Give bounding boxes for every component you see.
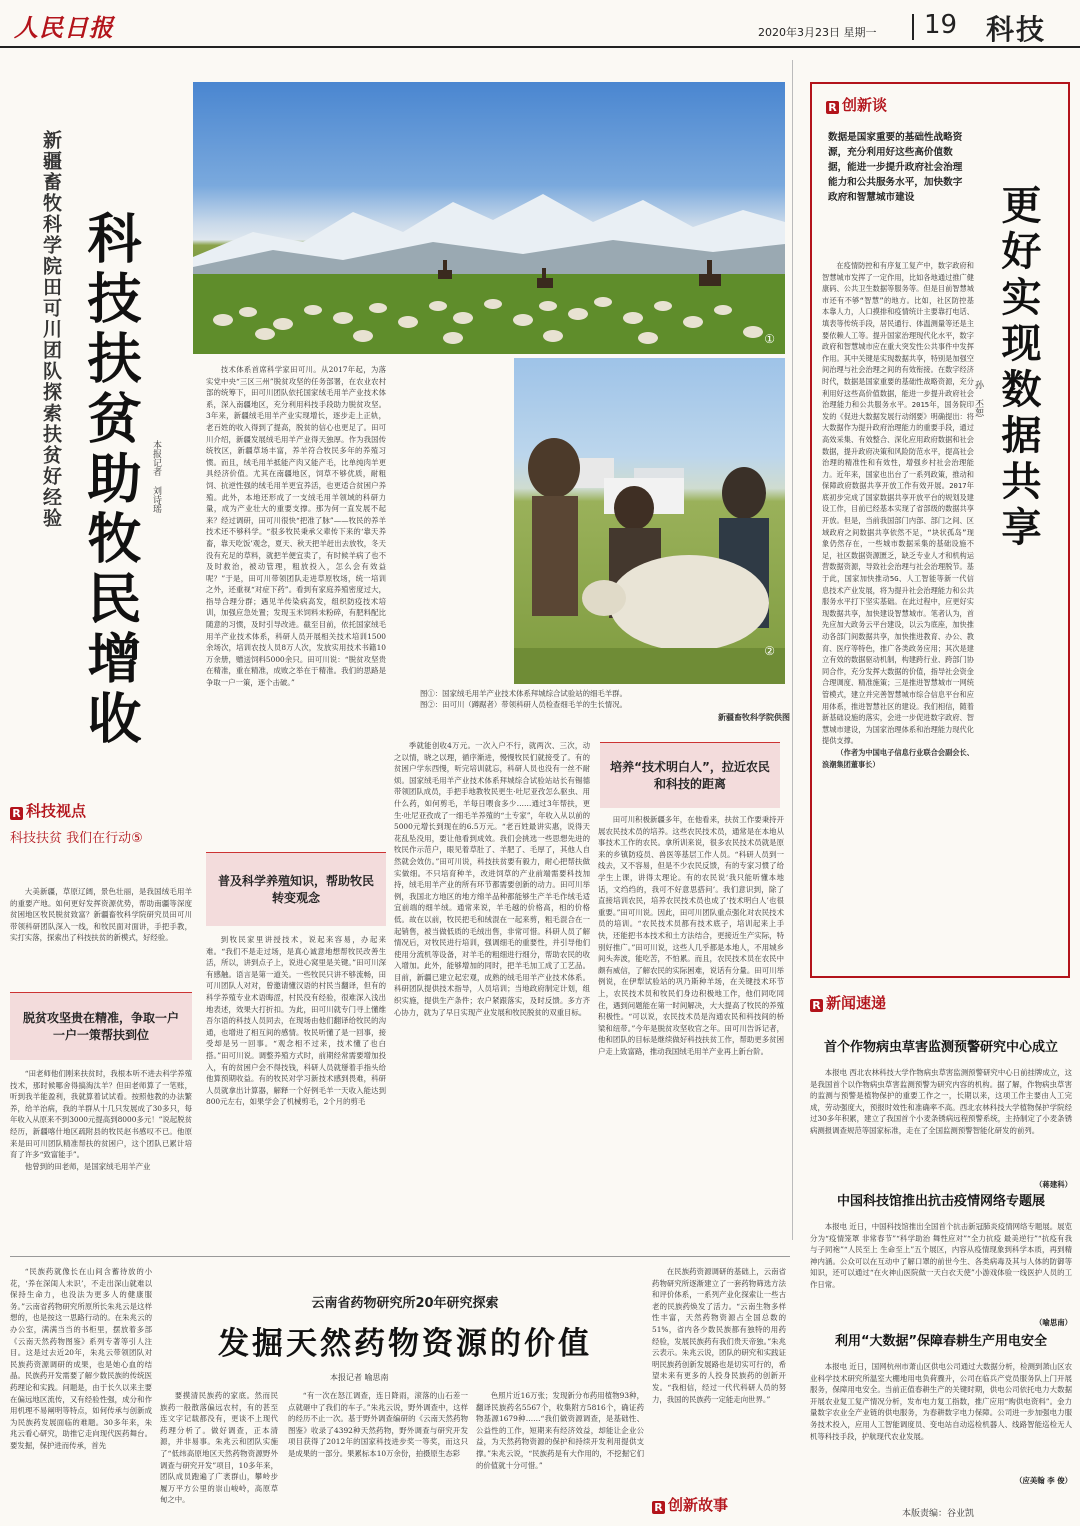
column-series: 科技扶贫 我们在行动⑤: [10, 831, 143, 846]
column-name: 科技视点: [26, 802, 87, 820]
news-logo-icon: R: [810, 999, 823, 1012]
page-number: 19: [924, 10, 958, 40]
article-byline: 本报记者 刘诗瑶: [151, 440, 161, 513]
page-editor: 本版责编：谷业凯: [902, 1509, 975, 1519]
article-lead: 大美新疆，草原辽阔，景色壮丽，是我国绒毛用羊的重要产地。如何更好发挥资源优势，帮助南疆等深度贫困地区牧民脱贫致富？新疆畜牧科学院研究员田可川带领科研团队深入一线，和牧民面对面讲，手把手教，实打实落，探索出了科技扶贫的新模式，好经验。: [10, 887, 192, 943]
news-source: （应美翰 李 俊）: [1015, 1476, 1072, 1485]
photo-caption-2: 图②：田可川（蹲踞者）带领科研人员检查细毛羊的生长情况。: [420, 700, 627, 709]
news-item: [810, 1036, 1072, 1190]
article-col5: 田可川积极新疆多年，在他看来，扶贫工作要秉持开展农民技术员的培养。这些农民技术员，通常是在本地从事技术工作的农民。拿所训来说，很多农民技术员就是原来的乡镇防疫员、兽医等基层工作人员。“科研人员到一线去，又不容易，但是不少农民反馈，有的专家习惯了给学生上课，讲得太理论。有的农民说‘我只能听懂本地话，文绉绉的，我可不好意思搭问’。我们意识到，除了直接培训农民，培养农民技术员也成了‘技术明白人’也很重要。”田可川说。因此，田可川团队重点强化对农民技术员的培训。“农民技术员都有技术底子，培训起来上手快，还能把书本技术和土方法结合，更接近生产实际，特别好推广。”田可川说，这些人几乎都是本地人，不用城乡间头奔波，能吃苦，不怕累。而且，农民技术员在农民中颇有威信，了解农民的实际困难，说话有分量。田可川举例说，在伊犁试验站的巩乃斯种羊场，在关键技术环节上，农民技术员和牧民们身边积极地工作，他们同吃同住，遇到问题能在第一时间解决，大大提高了牧民的养殖积极性。“可以说，农民技术员是沟通农民和科技间的桥梁和纽带。”今年是脱贫攻坚收官之年。田可川告诉记者，他和团队的目标是继续做好科技扶贫工作，帮助更多贫困户走上致富路，推动我国绒毛用羊产业再上新台阶。: [598, 815, 784, 1056]
subhead-3: [600, 742, 780, 808]
news-headline: 中国科技馆推出抗击疫情网络专题展: [836, 1194, 1045, 1209]
masthead-divider: [912, 14, 914, 40]
section-name: 科技: [986, 13, 1047, 46]
article-subtitle: 新疆畜牧科学院田可川团队探索扶贫好经验: [40, 130, 62, 529]
news-headline: 首个作物病虫草害监测预警研究中心成立: [823, 1040, 1058, 1055]
column-logo-icon: R: [10, 807, 23, 820]
paper-name: 人民日报: [14, 13, 114, 42]
section-divider: [10, 1256, 790, 1257]
news-item: [810, 1330, 1072, 1486]
masthead: [0, 0, 1080, 48]
news-source: （喻思南）: [1035, 1318, 1072, 1327]
subhead-1-text: 脱贫攻坚贵在精准，争取一户一户一策帮扶到位: [22, 1010, 179, 1042]
photo2-badge: ②: [764, 644, 775, 658]
news-body: 本报电 近日，国网杭州市萧山区供电公司通过大数据分析，检测到萧山区农业科学技术研究所温室大棚地用电负荷骤升，公司在临兵产党员服务队上门开展服务，保障用电安全。当前正值春耕生产的关键时期，供电公司依托电力大数据开展农业复工复产情况分析，发布电力复工指数，推广应用“购供电资料”。金力量数字农业全产业链的供电服务，为春耕数字电力保障。公司进一步加强电力服务技术投入，应用人工智能调度员、变电站自动巡检机器人、线路智能巡检无人机等科技手段，护航现代农业发展。: [810, 1362, 1072, 1441]
opinion-pullquote: 数据是国家重要的基础性战略资源，充分利用好这些高价值数据，能进一步提升政府社会治理能力和公共服务水平，加快数字政府和智慧城市建设: [828, 132, 963, 203]
opinion-logo-icon: R: [826, 101, 839, 114]
news-body: 本报电 近日，中国科技馆推出全国首个抗击新冠肺炎疫情网络专题展。展览分为“疫情笼罩 非常春节”“科学助治 舞性应对”“全力抗疫 最美逆行”“抗疫有我 与子同袍”“人民至上 生命至上”五个展区，内容从疫情现象到科学本质，再到精神内涵。公众可以在互动中了解口罩的前世今生、各类病毒及其与人体的防御等知识，还可以通过“在火神山医院做一天白衣天使”小游戏体验一线医护人员的工作日常。: [810, 1222, 1072, 1289]
article-col4: 季就能创收4万元。一次入户不行，就两次、三次，动之以情，晓之以理，循序渐进，慢慢牧民们就接受了。有的贫困户学东西慢，听完培训就忘，科研人员也没有一丝不耐烦。国家绒毛用羊产业技术体系拜城综合试验站站长有锡德带领团队成员，手把手地教牧民更生·吐尼亚孜怎么驱虫、用什么药，如何剪毛，羊每日喂食多少……通过3年帮扶，更生·吐尼亚孜成了一细毛羊养殖的“土专家”，年收入从以前的5000元增长到现在的6.5万元。“老百姓最讲实惠，说得天花乱坠没用，要让他看到成效。我们会挑选一些思想先进的牧民作示范户，眼见着草肚了、羊肥了、毛厚了，其他人自然就会效仿。”田可川说，科技扶贫要有毅力，耐心把帮扶做实做细。不只培育种羊，改进饲草的产业前端需要科技加持，绒毛用羊产业的所有环节都需要创新的动力。田可川举例，我国北方地区的地方绵羊品种都能够生产羊毛作绒毛适宜前端的细羊绒。通常来说，羊毛越的价格高，相的价格低。故在以前，牧民把毛和绒混在一起来剪，粗毛混合在一起销售，被当做低质的毛绒出售，非常可惜。科研人员了解情况后，对牧民进行培训，强调细毛的重要性，并引导他们使用分流机等设备，对羊毛的粗细进行细分，帮助农民的收入增加。此外，能够增加的同时，把羊毛加工成了工艺品。目前，新疆已建立起宏观，成熟的绒毛用羊产业技术体系。科研团队提供技术指导，人员培训；当地政府制定计划，组织实施，提供生产条件；农户紧跟落实，及时反馈。多方齐心协力，就为了早日实现产业发展和牧民脱贫的双重目标。: [394, 741, 590, 1017]
photo-caption-1: 图①：国家绒毛用羊产业技术体系拜城综合试验站的细毛羊群。: [420, 689, 627, 698]
subhead-3-text: 培养“技术明白人”，拉近农民和科技的距离: [610, 759, 770, 791]
yunnan-col1: “民族药就像长在山间含蓄待放的小花，‘养在深闺人未识’，不走出深山就难以保持生命力，也没法为更多人的健康服务。”云南省药物研究所原所长朱兆云是这样想的，也是按这一思路行动的。在朱兆云的办公室，满满当当的书柜里，摆放着多部《云南天然药物图鉴》系列专著等引人注目。这是过去近20年，朱兆云带领团队对民族药资源调研的成果，也是她心血的结晶。民族药开发需要了解少数民族的传统医药理论和实践。问题是，由于长久以来主要在偏远地区流传，又有经验性强，成分和作用机理不易阐明等特点，如何传承与创新成为民族药发展面临的难题。30多年来，朱兆云看心研究，助推它走向现代医药舞台。要发掘，保护进而传承，首先: [10, 1267, 152, 1450]
photo-grassland: [193, 82, 785, 354]
photo-credit: 新疆畜牧科学院供图: [718, 713, 790, 722]
yunnan-logo-icon: R: [652, 1501, 665, 1514]
article-col2: 技术体系首席科学家田可川。从2017年起，为落实党中央“三区三州”脱贫攻坚的任务部署，在农业农村部的统筹下，田可川团队依托国家绒毛用羊产业技术体系，深入南疆地区，充分利用科技手段助力脱贫攻坚。3年来，新疆绒毛用羊产业实现增长，逐步走上正轨，老百姓的收入得到了提高，脱贫的信心也更足了。田可川介绍，新疆发展绒毛用羊产业得天独厚。作为我国传统牧区，新疆草场丰富，养羊符合牧民多年的养殖习惯。而且，绒毛用羊抵能产肉又能产毛，比单纯肉羊更具经济价值。尤其在南疆地区，饲草不够优质，耐粗饲、抗逆性强的绒毛用羊更宜养活，也更适合贫困户养殖。此外，本地还形成了一支绒毛用羊领域的科研力量，成为产业壮大的重要支撑。那为何一直发展不起来？经过调研，田可川很快“把准了脉”——牧民的养羊技术还不够科学。“很多牧民秉承父辈传下来的‘靠天养畜，靠天吃饭’观念，夏天、秋天把羊赶出去放牧，冬天没有充足的草料，就把羊便宜卖了，有时候羊病了也不及时救治，被动管理，粗放投入，怎么会有效益呢？”于是，田可川带领团队走进草原牧场，统一培训之外，还重视“对症下药”。看到有家庭养殖密度过大，指导合理分群；遇见羊传染病高发，组织防疫技术培训，加强应急处置；发现玉米饲料未粉碎，有肥料配比随意的习惯，及时引导改进。截至目前，依托国家绒毛用羊产业技术体系，科研人员开展相关技术培训1500余场次，培训农技人员8万人次，发放实用技术书籍10万余册，赠送饲料5000余只。田可川说：“脱贫攻坚贵在精准，重在精准，成败之举在于精准。我们的思路是争取一户一策，逐个击破。”: [206, 365, 386, 688]
opinion-column-name: 创新谈: [842, 96, 888, 114]
news-item: [810, 1190, 1072, 1328]
opinion-title: 更好实现数据共享: [995, 184, 1041, 552]
article-col1: “田老师他们刚来扶贫时，我根本听不进去科学养殖技术，那时候哪舍得搞淘汰羊？但田老师算了一笔账，听到我羊能盈利，我就算着试试看。按照他教的办法繁养，给羊治病，我的羊群从十几只发展成了30多只，每年收入从原来不到3000元提高到8000多元！”说起脱贫经历，新疆喀什地区疏附县的牧民赵书感叹不已。他原来是田可川团队精准帮扶的贫困户，这个团队已累计培育了许多“致富能手”。 他曾到的田老师，是国家绒毛用羊产业: [10, 1069, 192, 1171]
opinion-author: 孙 丕恕: [973, 380, 983, 417]
yunnan-col4: 色照片近16万张；发现新分布药用植物93种，翻译民族药名5567个，收集附方5816个，确证药物基源1679种……“我们做资源调查，是基础性、公益性的工作，短期来有经济效益，却能让企业公益，为天然药物资源的保护和持续开发利用提供支撑。”朱兆云说，“民族药是有大作用的，不挖掘它们的价值就十分可惜。”: [476, 1391, 644, 1470]
news-column-tag: [810, 992, 886, 1013]
yunnan-col5: 在民族药资源调研的基础上，云南省药物研究所逐渐建立了一套药物筛选方法和评价体系，一系列产业化探索让一些古老的民族药焕发了活力。“云南生物多样性丰富，天然药物资源占全国总数的51%，省内各少数民族都有独特的用药经验，发展民族药有我们贵天帝独。”朱兆云表示。朱兆云说，团队的研究和实践证明民族药创新发展路也是切实可行的，希望未来有更多的人投身民族药的创新开发。“我相信，经过一代代科研人员的努力，我国的民族药一定能走向世界。”: [652, 1267, 786, 1404]
article-title: 科技扶贫助牧民增收: [79, 210, 142, 750]
photo-caption: [420, 688, 790, 723]
column-divider: [792, 60, 793, 1240]
yunnan-col3: “有一次在怒江调查，连日降雨，滚落的山石差一点就砸中了我们的车子。”朱兆云说，野外调查中，这样的经历不止一次。基于野外调查编研的《云南天然药物图鉴》收录了4392种天然药物，野外调查与研究开发项目获得了2012年的国家科技进步奖一等奖，而这只是成果的一部分。果累标本10万余份，拍摄原生态彩: [288, 1391, 468, 1458]
column-tag: [10, 800, 190, 846]
issue-date: 2020年3月23日 星期一: [758, 26, 877, 39]
photo1-badge: ①: [764, 332, 775, 346]
opinion-column-tag: [826, 94, 887, 115]
yunnan-title: 发掘天然药物资源的价值: [218, 1326, 592, 1362]
subhead-2: [206, 852, 386, 926]
news-column-name: 新闻速递: [826, 994, 887, 1012]
inspection-scene-illustration: [514, 358, 785, 684]
subhead-1: [10, 992, 192, 1060]
photo-inspection: [514, 358, 785, 684]
yunnan-kicker: 云南省药物研究所20年研究探索: [311, 1296, 499, 1311]
news-source: （蒋建科）: [1035, 1180, 1072, 1189]
yunnan-byline: 本报记者 喻思南: [330, 1373, 389, 1382]
opinion-body: 在疫情防控和有序复工复产中，数字政府和智慧城市发挥了一定作用，比如各地通过推广健康码、公共卫生数据等服务等。但是目前智慧城市还有不够“智慧”的地方。比如，社区防控基本靠人力，人口摸排和疫情统计主要靠打电话、填表等传统手段，居民通行、体温测量等还是主要依赖人工等。提升国家治理现代化水平，数字政府和智慧城市应在重大突发性公共事件中发挥作用。其中关键是实现数据共享，特别是加强空间治理与社会治理之间的有效衔接。在数字经济时代，数据是国家重要的基础性战略资源，充分利用好这些高价值数据，能进一步提升政府社会治理能力和公共服务水平。2015年，国务院印发的《促进大数据发展行动纲要》明确提出：将大数据作为提升政府治理能力的重要手段，通过高效采集、有效整合、深化应用政府数据和社会数据，提升政府决策和风险防范水平，提高社会治理的精准性和有效性，增强乡村社会治理能力。近年来，国家也出台了一系列政策，推动和保障政府数据共享开放工作有效开展。2017年底初步完成了国家数据共享开放平台的规划及建设工作，目前已经基本实现了省部级的数据共享开放。但是，当前我国部门内部、部门之间、区域政府之间数据共享依然不足，“块状孤岛”现象仍然存在，一些城市数据采集的基础设施不足，社区数据资源匮乏，缺乏专业人才和机构运营数据资源，导致社会治理与社会治理脱节。基于此，国家加快推动5G、人工智能等新一代信息技术产业发展，将为提升社会治理能力和公共服务水平打下坚实基础。在此过程中，应更好实现数据共享，加快建设智慧城市。笔者认为，首先应加大政务云平台建设，以云为底座，加快推动各部门间数据共享，加快推进教育、办公、教育、医疗等特色，推广各类政务应用；其次是建立有效的数据驱动机制，构建跨行业、跨部门协同合作，充分发挥大数据的价值，指导社会资金合理调度、精准施策；三是推进智慧城市一网统管模式，建立并完善智慧城市综合信息平台和应用体系，推进智慧社区的建设。我们相信，随着新基础设施的落实，会进一步促进数字政府、智慧城市建设，为国家治理体系和治理能力现代化提供支撑。 （作者为中国电子信息行业联合会副会长、浪潮集团董事长）: [822, 261, 974, 769]
subhead-2-text: 普及科学养殖知识，帮助牧民转变观念: [217, 873, 374, 905]
news-body: 本报电 西北农林科技大学作物病虫草害监测预警研究中心日前挂牌成立，这是我国首个以作物病虫草害监测预警为研究内容的机构。据了解，作物病虫草害的监测与预警是植物保护的重要工作之一，长期以来，这项工作主要由人工完成，劳动强度大，预报时效性和准确率不高。西北农林科技大学植物保护学院经过30多年积累，建立了我国首个小麦条锈病远程预警系统，主持制定了小麦条锈病测报调查规范等国家标准，走在了全国监测预警智能化研发的前列。: [810, 1068, 1072, 1135]
news-headline: 利用“大数据”保障春耕生产用电安全: [834, 1334, 1048, 1349]
opinion-box: [810, 82, 1070, 978]
grassland-scene-illustration: [193, 82, 785, 354]
yunnan-col2: 要摸清民族药的家底。然而民族药一般散落偏远农村，有的甚至连文字记载都没有，更谈不上现代药理分析了。做好调查，正本清源，并非易事。朱兆云和团队实施了“低纬高原地区天然药物资源野外调查与研究开发”项目，10多年来，团队成员跑遍了广袤群山，攀岭步履万平方公里的崇山峻岭，高原草甸之中。: [160, 1391, 278, 1505]
yunnan-column-tag: [652, 1494, 728, 1515]
article-col3: 到牧民家里讲授技术，说起来容易，办起来难。“我们不是走过场，是真心诚意地想帮牧民改善生活，所以，讲到点子上，说进心窝里是关键。”田可川深有感触。语言是第一道关。一些牧民只讲不够流畅，田可川团队人对对，曾邀请懂汉语的村民当翻译，但有的科学养殖专业术语晦涩，村民没有经验，很难深入浅出地表述，效果大打折扣。为此，田可川就专门寻上懂维吾尔语的科技人员同去，在现场由他们翻译给牧民的沟通，也增进了相互间的感情。牧民听懂了是一回事，接受却是另一回事。“观念相不过来，技术懂了也白搭。”田可川说。调整养殖方式时，前期经常需要增加投入，有的贫困户会不得技钱，科研人员就掰着手指头给他算预期收益。有的牧民对学习新技术感到畏难，科研人员就拿出计算器，解释一个好例毛羊一天收入能达到800元左右，如果学会了机械剪毛，2个月的剪毛: [206, 935, 386, 1107]
yunnan-column-name: 创新故事: [668, 1496, 729, 1514]
